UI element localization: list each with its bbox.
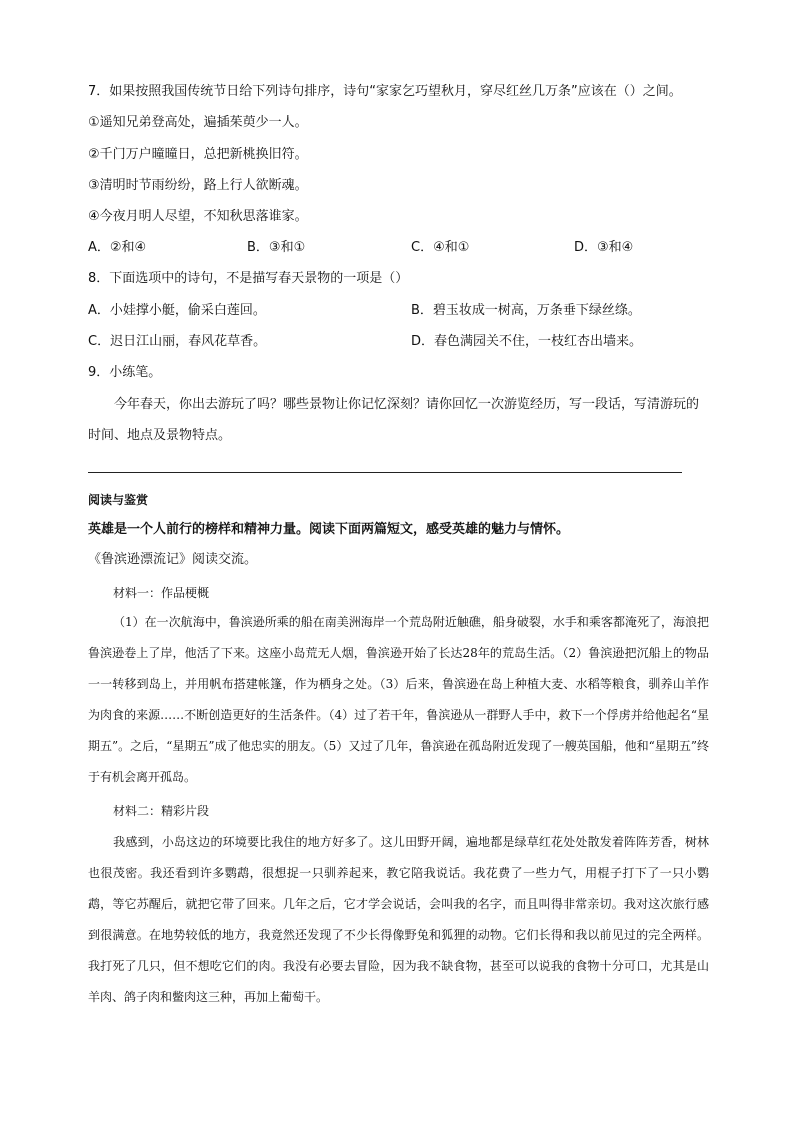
q7-item-2: ②千门万户曈曈日，总把新桃换旧符。	[88, 147, 308, 162]
q7-item-3: ③清明时节雨纷纷，路上行人欲断魂。	[88, 178, 308, 193]
q7-item-1: ①遥知兄弟登高处，遍插茱萸少一人。	[88, 115, 308, 130]
material2-title: 材料二：精彩片段	[113, 804, 210, 818]
material2-text	[88, 827, 709, 1013]
q7-option-c: C．④和①	[411, 240, 470, 255]
answer-line	[88, 472, 682, 473]
q7-item-4: ④今夜月明人尽望，不知秋思落谁家。	[88, 209, 308, 224]
q8-option-b: B．碧玉妆成一树高，万条垂下绿丝绦。	[411, 303, 641, 318]
material1-body: （1）在一次航海中，鲁滨逊所乘的船在南美洲海岸一个荒岛附近触礁，船身破裂，水手和乘客都淹死了，海浪把鲁滨逊卷上了岸，他活了下来。这座小岛荒无人烟，鲁滨逊开始了长达28年的荒岛生活。（2）鲁滨逊把沉船上的物品一一转移到岛上，并用帆布搭建帐篷，作为栖身之处。（3）后来，鲁滨逊在岛上种植大麦、水稻等粮食，驯养山羊作为肉食的来源……不断创造更好的生活条件。（4）过了若干年，鲁滨逊从一群野人手中，救下一个俘虏并给他起名“星期五”。之后，“星期五”成了他忠实的朋友。（5）又过了几年，鲁滨逊在孤岛附近发现了一艘英国船，他和“星期五”终于有机会离开孤岛。	[88, 615, 709, 784]
section-intro: 英雄是一个人前行的榜样和精神力量。阅读下面两篇短文，感受英雄的魅力与情怀。	[88, 522, 570, 537]
q9-prompt-text: 今年春天，你出去游玩了吗？哪些景物让你记忆深刻？请你回忆一次游览经历，写一段话，写清游玩的时间、地点及景物特点。	[88, 397, 700, 443]
q7-option-b: B．③和①	[247, 240, 306, 255]
section-title: 阅读与鉴赏	[88, 493, 149, 507]
q9-prompt	[88, 389, 708, 451]
q7-option-a: A．②和④	[88, 240, 147, 255]
q8-option-a: A．小娃撑小艇，偷采白莲回。	[88, 303, 266, 318]
material2-body: 我感到，小岛这边的环境要比我住的地方好多了。这儿田野开阔，遍地都是绿草红花处处散发着阵阵芳香，树林也很茂密。我还看到许多鹦鹉，很想捉一只驯养起来，教它陪我说话。我花费了一些力气，用棍子打下了一只小鹦鹉，等它苏醒后，就把它带了回来。几年之后，它才学会说话，会叫我的名字，而且叫得非常亲切。我对这次旅行感到很满意。在地势较低的地方，我竟然还发现了不少长得像野兔和狐狸的动物。它们长得和我以前见过的完全两样。我打死了几只，但不想吃它们的肉。我没有必要去冒险，因为我不缺食物，甚至可以说我的食物十分可口，尤其是山羊肉、鸽子肉和鳖肉这三种，再加上葡萄干。	[88, 835, 709, 1004]
material1-title: 材料一：作品梗概	[113, 586, 210, 600]
passage-title: 《鲁滨逊漂流记》阅读交流。	[88, 552, 258, 567]
q8-option-c: C．迟日江山丽，春风花草香。	[88, 334, 267, 349]
material1-text	[88, 607, 709, 793]
q8-option-d: D．春色满园关不住，一枝红杏出墙来。	[411, 334, 643, 349]
q9-stem: 9．小练笔。	[88, 365, 162, 380]
q8-stem: 8．下面选项中的诗句，不是描写春天景物的一项是（）	[88, 271, 409, 286]
q7-option-d: D．③和④	[574, 240, 634, 255]
q7-stem: 7．如果按照我国传统节日给下列诗句排序，诗句“家家乞巧望秋月，穿尽红丝几万条”应该在（）之间。	[88, 84, 682, 99]
